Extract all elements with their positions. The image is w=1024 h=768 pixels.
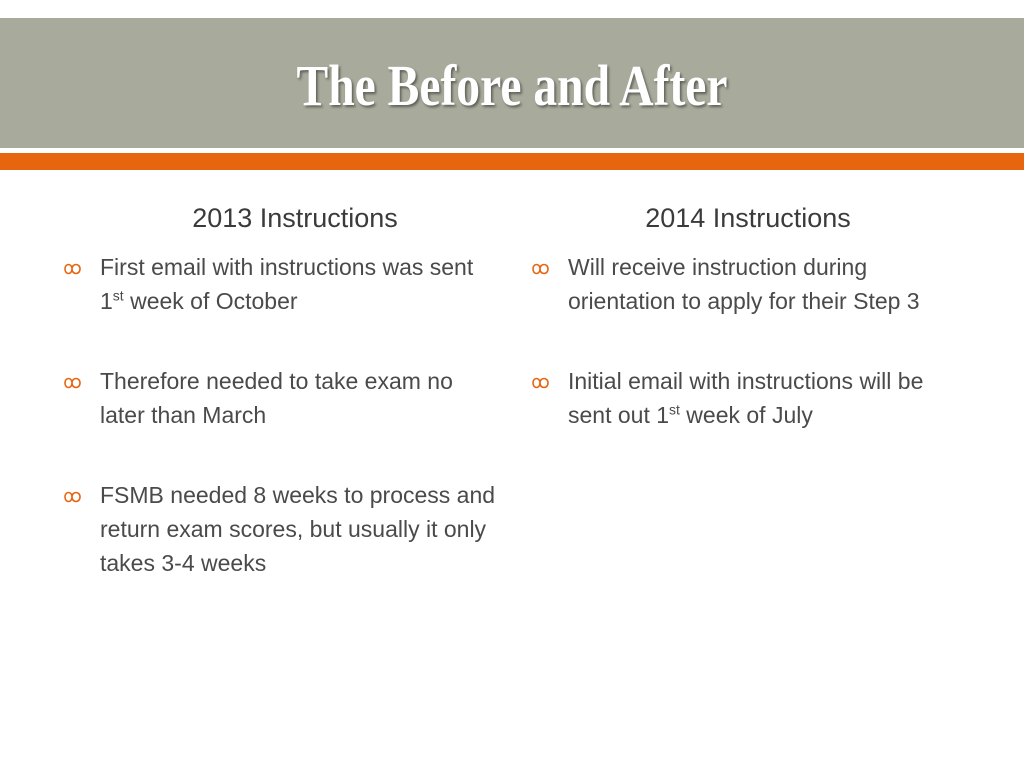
curly-loop-icon: [62, 366, 84, 396]
bullet-item: [528, 364, 968, 432]
accent-bar: [0, 153, 1024, 170]
bullet-text: Therefore needed to take exam no later than March: [100, 368, 453, 428]
right-column: [528, 200, 968, 478]
bullet-text: Will receive instruction during orientation to apply for their Step 3: [568, 254, 920, 314]
right-bullet-list: [528, 250, 968, 432]
bullet-text-tail: week of July: [679, 402, 813, 428]
bullet-text: First email with instructions was sent 1: [100, 254, 474, 314]
right-column-heading: 2014 Instructions: [645, 203, 851, 233]
left-bullet-list: [60, 250, 500, 580]
bullet-text-tail: week of October: [123, 288, 298, 314]
curly-loop-icon: [62, 480, 84, 510]
bullet-text: FSMB needed 8 weeks to process and return exam scores, but usually it only takes 3-4 weeks: [100, 482, 496, 576]
bullet-item: [60, 364, 500, 432]
curly-loop-icon: [530, 252, 552, 282]
left-column-heading: 2013 Instructions: [192, 203, 398, 233]
left-column: [60, 200, 500, 626]
bullet-superscript: st: [669, 401, 680, 418]
bullet-superscript: st: [112, 287, 124, 304]
curly-loop-icon: [62, 252, 84, 282]
bullet-text: Initial email with instructions will be sent out 1: [568, 368, 924, 428]
slide-title: The Before and After: [296, 53, 728, 118]
bullet-item: [528, 250, 968, 318]
bullet-item: [60, 478, 500, 580]
bullet-item: [60, 250, 500, 318]
curly-loop-icon: [530, 366, 552, 396]
